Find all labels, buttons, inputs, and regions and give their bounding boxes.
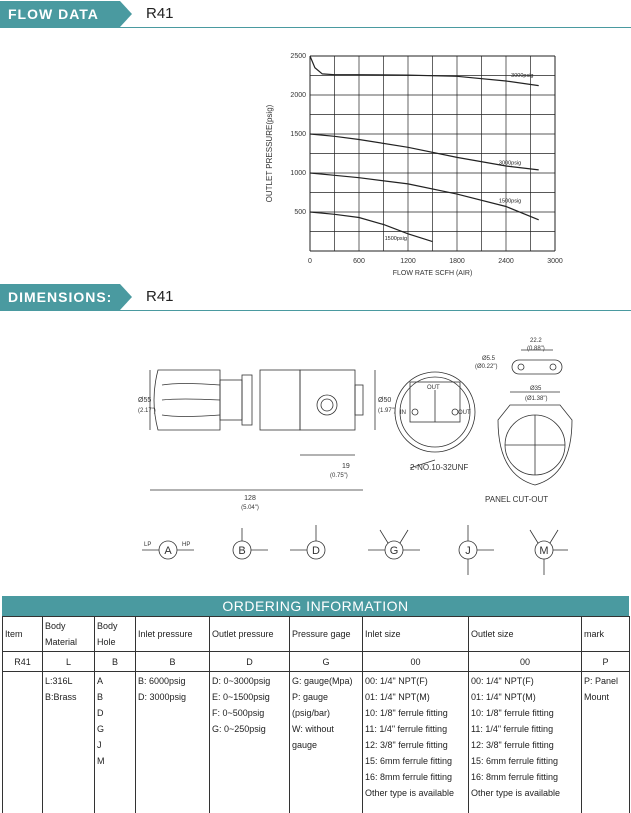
config-b-label: B xyxy=(238,545,246,557)
regulator-side-view xyxy=(150,370,375,490)
series-line xyxy=(310,173,539,220)
dim-35-label: Ø35 xyxy=(530,386,542,392)
header-mark: mark xyxy=(582,617,630,652)
x-tick-label: 3000 xyxy=(547,258,563,265)
list-item: 10: 1/8" ferrule fitting xyxy=(365,708,448,718)
regulator-bonnet xyxy=(260,370,300,430)
dim-35-inch: (Ø1.38") xyxy=(525,396,548,402)
x-tick-label: 2400 xyxy=(498,258,514,265)
code-gage: G xyxy=(290,652,363,672)
list-item: G xyxy=(97,724,105,734)
list-item: 00: 1/4" NPT(F) xyxy=(365,676,428,686)
header-pressure-gage: Pressure gage xyxy=(290,617,363,652)
list-item: B:Brass xyxy=(45,692,77,702)
config-a-lp: LP xyxy=(144,542,152,548)
header-body-hole: Body Hole xyxy=(95,617,136,652)
list-item: B: 6000psig xyxy=(138,676,186,686)
flow-chart xyxy=(250,48,580,282)
header-inlet-size: Inlet size xyxy=(363,617,469,652)
list-item: L:316L xyxy=(45,676,73,686)
regulator-port-inner xyxy=(321,399,333,411)
dimensions-model: R41 xyxy=(146,288,174,305)
header-outlet-size: Outlet size xyxy=(469,617,582,652)
dim-22-inch: (0.88") xyxy=(527,346,545,352)
code-inlet-size: 00 xyxy=(363,652,469,672)
regulator-body xyxy=(300,370,355,430)
code-outlet-size: 00 xyxy=(469,652,582,672)
list-item: B xyxy=(97,692,104,702)
list-item: J xyxy=(97,740,102,750)
dimension-drawing-svg xyxy=(120,330,620,585)
list-item: E: 0~1500psig xyxy=(212,692,270,702)
detail-item xyxy=(3,672,43,813)
flow-data-model: R41 xyxy=(146,5,174,22)
dim-19-inch: (0.75") xyxy=(330,473,348,479)
list-item: (psig/bar) xyxy=(292,708,331,718)
dimensions-arrow xyxy=(120,284,132,310)
dimensions-header xyxy=(0,284,631,310)
header-outlet-pressure: Outlet pressure xyxy=(210,617,290,652)
list-item: Mount xyxy=(584,692,610,702)
header-inlet-pressure: Inlet pressure xyxy=(136,617,210,652)
list-item: M xyxy=(97,756,105,766)
list-item: 00: 1/4" NPT(F) xyxy=(471,676,534,686)
x-tick-label: 1200 xyxy=(400,258,416,265)
list-item: 10: 1/8" ferrule fitting xyxy=(471,708,554,718)
x-tick-label: 600 xyxy=(353,258,365,265)
list-item: G: 0~250psig xyxy=(212,724,266,734)
list-item: D: 0~3000psig xyxy=(212,676,271,686)
header-item: Item xyxy=(3,617,43,652)
config-m-label: M xyxy=(539,545,549,557)
x-tick-label: 1800 xyxy=(449,258,465,265)
dimension-drawing xyxy=(120,330,620,585)
dim-19-label: 19 xyxy=(342,463,350,470)
config-j-label: J xyxy=(465,545,471,557)
dim-128-label: 128 xyxy=(244,495,256,502)
list-item: 01: 1/4" NPT(M) xyxy=(471,692,536,702)
y-tick-label: 2000 xyxy=(290,92,306,99)
flow-data-header xyxy=(0,1,631,27)
port-configs xyxy=(142,525,568,575)
series-label: 3000psig xyxy=(498,160,522,167)
x-tick-label: 0 xyxy=(308,258,312,265)
detail-inlet-pressure xyxy=(136,672,210,813)
dim-22-label: 22.2 xyxy=(530,338,542,344)
flow-data-rule xyxy=(0,27,631,28)
dim-55h-label: Ø5.5 xyxy=(482,356,496,362)
list-item: 16: 8mm ferrule fitting xyxy=(365,772,453,782)
detail-material xyxy=(43,672,95,813)
dim-55h-inch: (Ø0.22") xyxy=(475,364,498,370)
code-material: L xyxy=(43,652,95,672)
series-line xyxy=(310,212,433,242)
detail-outlet-size xyxy=(469,672,582,813)
y-axis-label: OUTLET PRESSURE(psig) xyxy=(265,104,274,203)
detail-gage xyxy=(290,672,363,813)
series-label: 1500psig xyxy=(498,198,522,205)
flow-data-arrow xyxy=(120,1,132,27)
list-item: 11: 1/4" ferrule fitting xyxy=(471,724,554,734)
list-item: W: without xyxy=(292,724,334,734)
list-item: P: Panel xyxy=(584,676,619,686)
config-d-label: D xyxy=(312,545,320,557)
dim-55-inch: (2.17") xyxy=(138,408,156,414)
y-tick-label: 1000 xyxy=(290,170,306,177)
list-item: 15: 6mm ferrule fitting xyxy=(471,756,559,766)
code-outlet-pressure: D xyxy=(210,652,290,672)
x-axis-label: FLOW RATE SCFH (AIR) xyxy=(392,270,473,277)
config-a-hp: HP xyxy=(182,542,191,548)
config-g-label: G xyxy=(389,545,399,557)
dim-50-inch: (1.97") xyxy=(378,408,396,414)
list-item: P: gauge xyxy=(292,692,329,702)
dimensions-tab: DIMENSIONS: xyxy=(0,284,120,310)
regulator-port xyxy=(317,395,337,415)
series-label: 3000psig xyxy=(511,73,534,80)
list-item: D: 3000psig xyxy=(138,692,187,702)
code-mark: P xyxy=(582,652,630,672)
list-item: 01: 1/4" NPT(M) xyxy=(365,692,430,702)
series-label: 1500psig xyxy=(384,236,407,243)
detail-inlet-size xyxy=(363,672,469,813)
detail-hole xyxy=(95,672,136,813)
list-item: G: gauge(Mpa) xyxy=(292,676,353,686)
dim-128-inch: (5.04") xyxy=(241,505,259,511)
list-item: D xyxy=(97,708,104,718)
config-a-label: A xyxy=(164,545,172,557)
thread-note: 2-NO.10-32UNF xyxy=(410,463,469,472)
panel-bracket xyxy=(512,350,562,374)
dimensions-rule xyxy=(0,310,631,311)
list-item: 11: 1/4" ferrule fitting xyxy=(365,724,448,734)
dim-55-label: Ø55 xyxy=(138,397,152,404)
front-out-label: OUT xyxy=(427,385,440,391)
list-item: Other type is available xyxy=(471,788,561,798)
y-tick-label: 500 xyxy=(294,209,306,216)
regulator-collar xyxy=(242,375,252,425)
list-item: Other type is available xyxy=(365,788,455,798)
y-tick-label: 2500 xyxy=(290,53,306,60)
detail-outlet-pressure xyxy=(210,672,290,813)
list-item: 12: 3/8" ferrule fitting xyxy=(365,740,448,750)
detail-mark xyxy=(582,672,630,813)
front-out2-label: OUT xyxy=(458,410,471,416)
knob-ridges xyxy=(162,384,220,417)
regulator-neck xyxy=(220,380,242,420)
ordering-title: ORDERING INFORMATION xyxy=(2,596,629,616)
ordering-code-row xyxy=(3,652,630,672)
header-body-material: Body Material xyxy=(43,617,95,652)
code-inlet-pressure: B xyxy=(136,652,210,672)
series-line xyxy=(310,56,539,86)
flow-data-tab: FLOW DATA xyxy=(0,1,120,27)
flow-chart-svg xyxy=(250,48,580,282)
ordering-table xyxy=(2,616,630,813)
list-item: F: 0~500psig xyxy=(212,708,265,718)
list-item: gauge xyxy=(292,740,318,750)
code-hole: B xyxy=(95,652,136,672)
list-item: A xyxy=(97,676,104,686)
panel-cutout xyxy=(498,392,572,485)
list-item: 12: 3/8" ferrule fitting xyxy=(471,740,554,750)
front-in-label: IN xyxy=(400,410,406,416)
y-tick-label: 1500 xyxy=(290,131,306,138)
list-item: 15: 6mm ferrule fitting xyxy=(365,756,453,766)
ordering-header-row xyxy=(3,617,630,652)
regulator-back-stub xyxy=(355,385,363,415)
list-item: 16: 8mm ferrule fitting xyxy=(471,772,559,782)
dim-50-label: Ø50 xyxy=(378,397,392,404)
ordering-detail-row xyxy=(3,672,630,813)
code-item: R41 xyxy=(3,652,43,672)
panel-cutout-label: PANEL CUT-OUT xyxy=(485,495,549,504)
